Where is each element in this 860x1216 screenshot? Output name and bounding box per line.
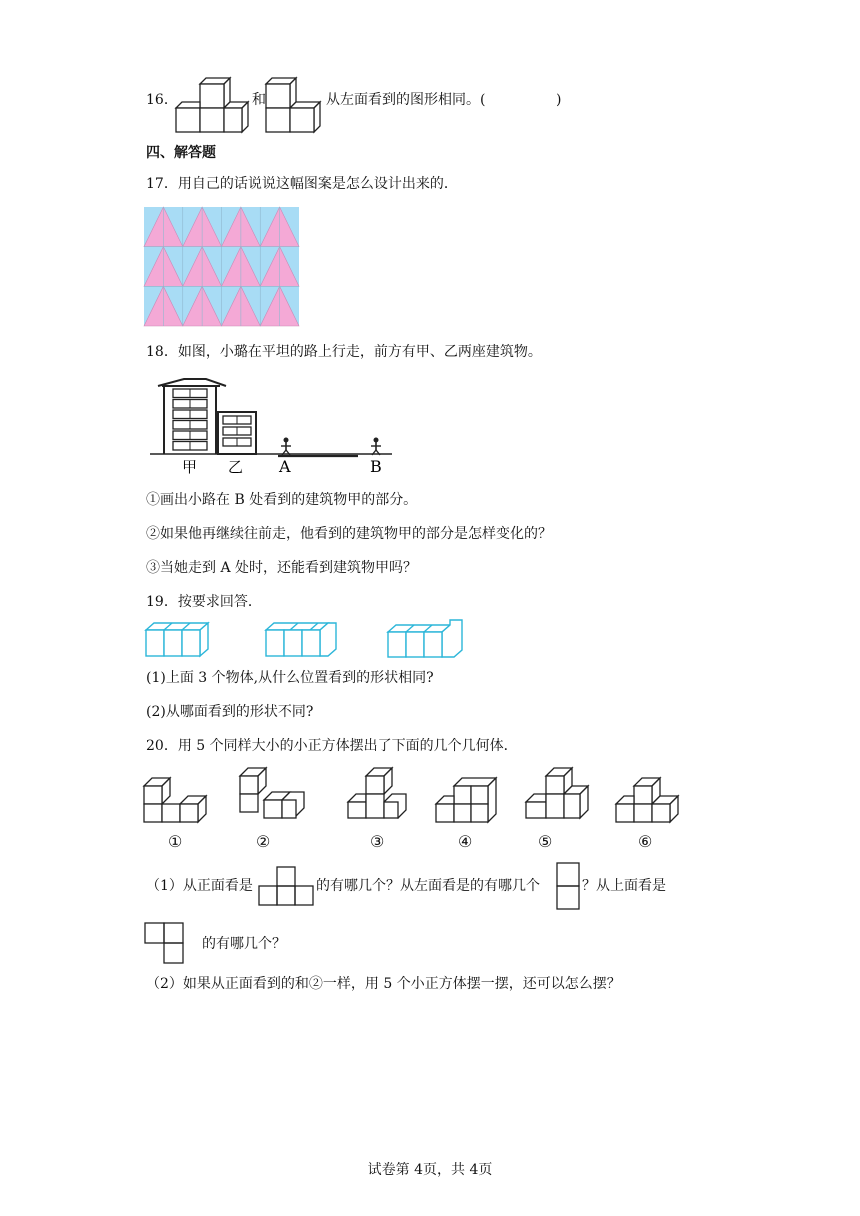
q18-sub1: ①画出小路在 B 处看到的建筑物甲的部分。 (146, 492, 418, 508)
buildings-figure (148, 376, 398, 476)
q20-sub1-part1: （1）从正面看是 (146, 878, 253, 894)
q16-figure-right (266, 74, 326, 126)
q18-sub2: ②如果他再继续往前走，他看到的建筑物甲的部分是怎样变化的？ (146, 526, 552, 542)
solid-4 (436, 770, 504, 822)
blue-cube-figure-3 (388, 620, 466, 658)
q18-text: 18．如图，小璐在平坦的路上行走，前方有甲、乙两座建筑物。 (146, 344, 542, 360)
solid-2 (240, 766, 310, 822)
page-footer: 试卷第 4页，共 4页 (367, 1162, 493, 1178)
solid-label-5: ⑤ (538, 832, 553, 851)
q16-and: 和 (252, 92, 266, 108)
triangle-pattern (144, 207, 299, 326)
blue-cube-figure-1 (146, 620, 216, 658)
solid-6 (616, 770, 684, 822)
section-title: 四、解答题 (146, 145, 216, 161)
q16-figure-left (176, 74, 252, 126)
solid-3 (348, 766, 410, 822)
blue-cube-figure-2 (266, 620, 340, 658)
q18-sub3: ③当她走到 A 处时，还能看到建筑物甲吗？ (146, 560, 418, 576)
q19-sub2: (2)从哪面看到的形状不同? (146, 704, 314, 720)
solid-5 (526, 766, 592, 822)
q16-text: 从左面看到的图形相同。( (326, 92, 486, 108)
q17-text: 17．用自己的话说说这幅图案是怎么设计出来的． (146, 176, 458, 192)
label-b: B (370, 457, 382, 476)
q20-sub1-part3: ？从上面看是 (582, 878, 666, 894)
label-a: A (279, 457, 291, 476)
solid-label-4: ④ (458, 832, 473, 851)
q19-sub1: (1)上面 3 个物体,从什么位置看到的形状相同? (146, 670, 434, 686)
front-view-figure (258, 866, 316, 906)
solid-label-3: ③ (370, 832, 385, 851)
solid-label-2: ② (256, 832, 271, 851)
q20-sub1-part4: 的有哪几个？ (202, 936, 286, 952)
q20-sub1-part2: 的有哪几个？从左面看是的有哪几个 (316, 878, 540, 894)
solid-label-6: ⑥ (638, 832, 653, 851)
solid-label-1: ① (168, 832, 183, 851)
left-view-figure (556, 862, 580, 910)
top-view-figure (144, 922, 202, 964)
q20-sub2: （2）如果从正面看到的和②一样，用 5 个小正方体摆一摆，还可以怎么摆？ (146, 976, 621, 992)
solid-1 (144, 770, 214, 822)
label-yi: 乙 (228, 458, 244, 476)
q20-text: 20．用 5 个同样大小的小正方体摆出了下面的几个几何体． (146, 738, 518, 754)
q16-close-paren: ) (556, 92, 562, 108)
q16-number: 16． (146, 92, 178, 108)
label-jia: 甲 (182, 458, 198, 476)
q19-text: 19．按要求回答． (146, 594, 262, 610)
